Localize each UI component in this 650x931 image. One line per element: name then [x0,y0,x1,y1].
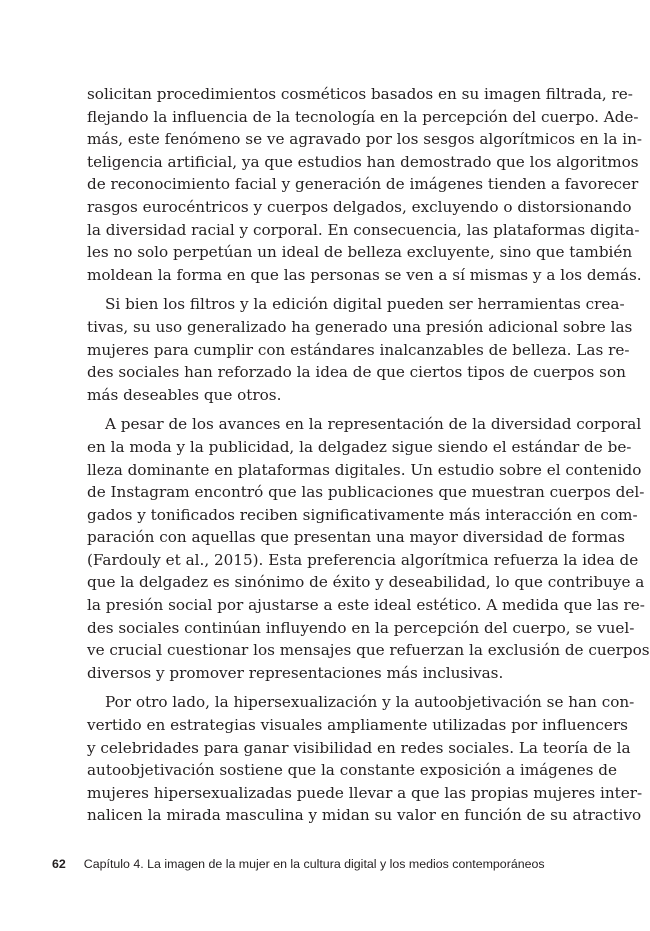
text-line: tivas, su uso generalizado ha generado una presión adicional sobre las [87,317,633,336]
page-footer [52,857,545,871]
running-chapter-title: Capítulo 4. La imagen de la mujer en la cultura digital y los medios contemporáneos [83,857,545,871]
text-line: diversos y promover representaciones más inclusivas. [87,663,504,682]
text-line: gados y tonificados reciben significativamente más interacción en com- [87,505,638,524]
text-line: (Fardouly et al., 2015). Esta preferencia algorítmica refuerza la idea de [87,550,639,569]
text-line: más, este fenómeno se ve agravado por los sesgos algorítmicos en la in- [87,130,642,149]
text-line: que la delgadez es sinónimo de éxito y deseabilidad, lo que contribuye a [87,573,645,592]
text-line: la presión social por ajustarse a este ideal estético. A medida que las re- [87,596,645,615]
text-line: la diversidad racial y corporal. En consecuencia, las plataformas digita- [87,220,640,239]
text-line: de reconocimiento facial y generación de imágenes tienden a favorecer [87,175,639,194]
text-line: teligencia artificial, ya que estudios han demostrado que los algoritmos [87,152,639,171]
text-line: nalicen la mirada masculina y midan su valor en función de su atractivo [87,806,642,825]
text-line: Por otro lado, la hipersexualización y la autoobjetivación se han con- [105,693,635,712]
text-line: des sociales continúan influyendo en la percepción del cuerpo, se vuel- [87,618,635,637]
text-line: rasgos eurocéntricos y cuerpos delgados, excluyendo o distorsionando [87,197,632,216]
text-line: paración con aquellas que presentan una mayor diversidad de formas [87,528,625,547]
text-line: flejando la influencia de la tecnología en la percepción del cuerpo. Ade- [87,107,639,126]
text-line: Si bien los filtros y la edición digital pueden ser herramientas crea- [105,295,625,314]
text-line: des sociales han reforzado la idea de que ciertos tipos de cuerpos son [87,363,626,382]
paragraph-4 [87,691,643,827]
text-line: lleza dominante en plataformas digitales. Un estudio sobre el contenido [87,460,642,479]
text-line: vertido en estrategias visuales ampliamente utilizadas por influencers [87,716,628,735]
text-line: mujeres para cumplir con estándares inalcanzables de belleza. Las re- [87,340,630,359]
text-line: en la moda y la publicidad, la delgadez sigue siendo el estándar de be- [87,437,632,456]
text-line: moldean la forma en que las personas se ven a sí mismas y a los demás. [87,265,642,284]
text-line: mujeres hipersexualizadas puede llevar a que las propias mujeres inter- [87,783,643,802]
text-line: solicitan procedimientos cosméticos basados en su imagen filtrada, re- [87,85,633,103]
text-line: más deseables que otros. [87,385,282,404]
paragraph-3 [87,413,650,684]
page-number: 62 [52,857,66,871]
text-line: autoobjetivación sostiene que la constante exposición a imágenes de [87,761,617,780]
paragraph-1 [87,83,642,286]
text-line: y celebridades para ganar visibilidad en redes sociales. La teoría de la [87,738,631,757]
text-line: de Instagram encontró que las publicaciones que muestran cuerpos del- [87,483,645,502]
text-line: ve crucial cuestionar los mensajes que refuerzan la exclusión de cuerpos [87,641,650,660]
body-text [87,83,650,834]
text-line: A pesar de los avances en la representación de la diversidad corporal [105,415,642,434]
text-line: les no solo perpetúan un ideal de belleza excluyente, sino que también [87,243,633,262]
paragraph-2 [87,293,633,406]
